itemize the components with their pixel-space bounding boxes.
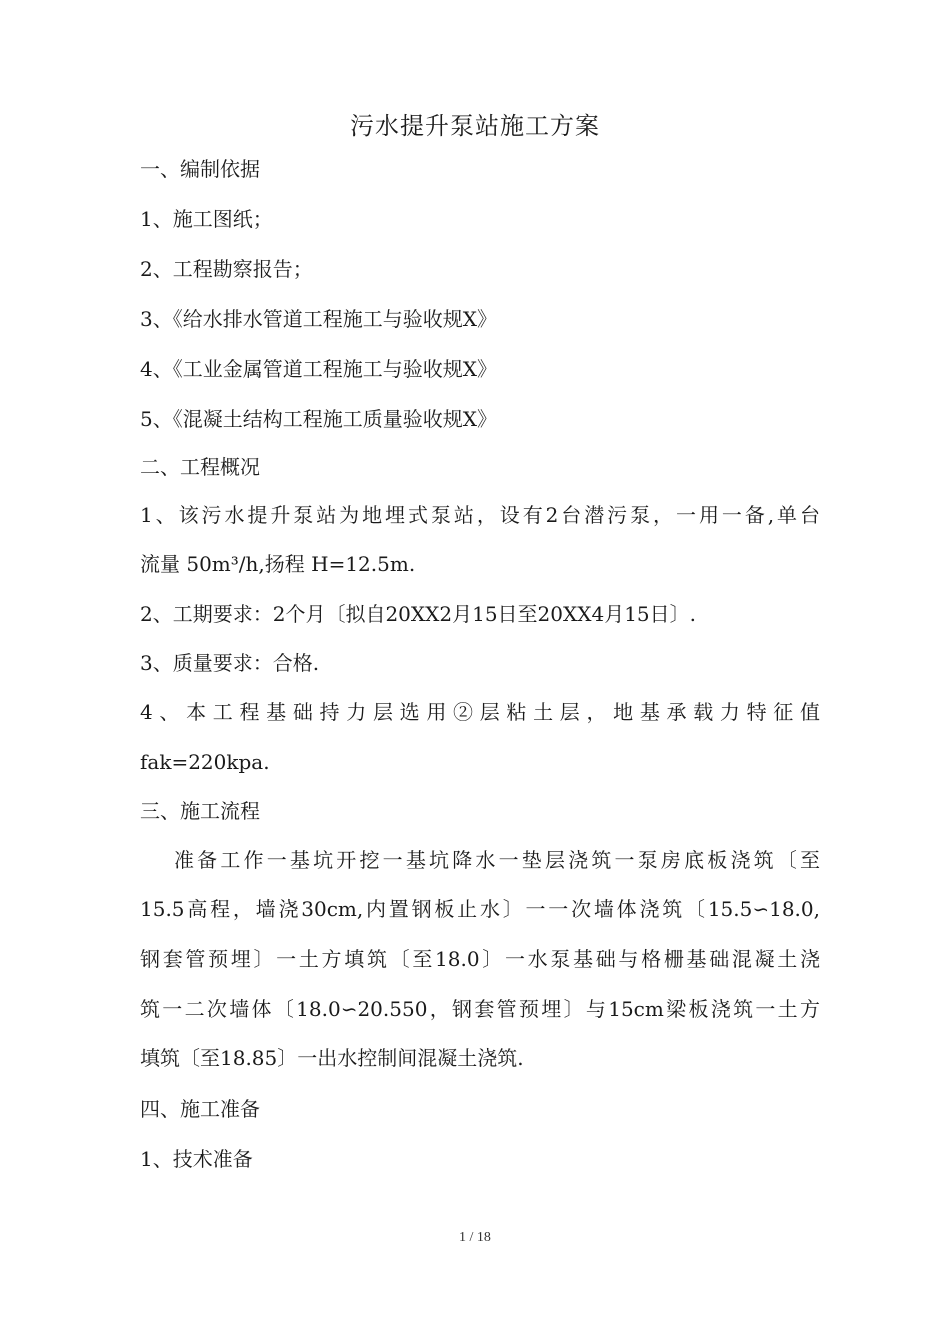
overview-item-2: 2、工期要求：2个月〔拟自20XX2月15日至20XX4月15日〕. xyxy=(140,602,697,626)
basis-item-2: 2、工程勘察报告； xyxy=(140,257,313,281)
page-number: 1 / 18 xyxy=(459,1230,491,1245)
process-paragraph-line-5: 填筑〔至18.85〕一出水控制间混凝土浇筑. xyxy=(140,1046,524,1070)
basis-item-3: 3、《给水排水管道工程施工与验收规X》 xyxy=(140,307,497,331)
overview-item-1-line-1: 1、该污水提升泵站为地埋式泵站，设有2台潜污泵，一用一备,单台 xyxy=(140,503,820,527)
basis-item-5: 5、《混凝土结构工程施工质量验收规X》 xyxy=(140,407,497,431)
section-heading-basis: 一、编制依据 xyxy=(140,157,260,181)
section-heading-overview: 二、工程概况 xyxy=(140,455,260,479)
overview-item-1-line-2: 流量 50m³/h,扬程 H=12.5m. xyxy=(140,552,416,576)
section-heading-process: 三、施工流程 xyxy=(140,799,260,823)
section-heading-preparation: 四、施工准备 xyxy=(140,1097,260,1121)
process-paragraph-line-2: 15.5高程，墙浇30cm,内置钢板止水〕一一次墙体浇筑〔15.5∽18.0, xyxy=(140,897,820,921)
basis-item-1: 1、施工图纸； xyxy=(140,207,273,231)
process-paragraph-line-3: 钢套管预埋〕一土方填筑〔至18.0〕一水泵基础与格栅基础混凝土浇 xyxy=(140,947,820,971)
overview-item-4-line-2: fak=220kpa. xyxy=(140,750,270,774)
basis-item-4: 4、《工业金属管道工程施工与验收规X》 xyxy=(140,357,497,381)
preparation-item-1: 1、技术准备 xyxy=(140,1147,253,1171)
process-paragraph-line-1: 准备工作一基坑开挖一基坑降水一垫层浇筑一泵房底板浇筑〔至 xyxy=(174,848,820,872)
overview-item-3: 3、质量要求：合格. xyxy=(140,651,320,675)
document-title: 污水提升泵站施工方案 xyxy=(350,112,600,140)
overview-item-4-line-1: 4、本工程基础持力层选用②层粘土层，地基承载力特征值 xyxy=(140,700,820,724)
process-paragraph-line-4: 筑一二次墙体〔18.0∽20.550，钢套管预埋〕与15cm梁板浇筑一土方 xyxy=(140,997,820,1021)
